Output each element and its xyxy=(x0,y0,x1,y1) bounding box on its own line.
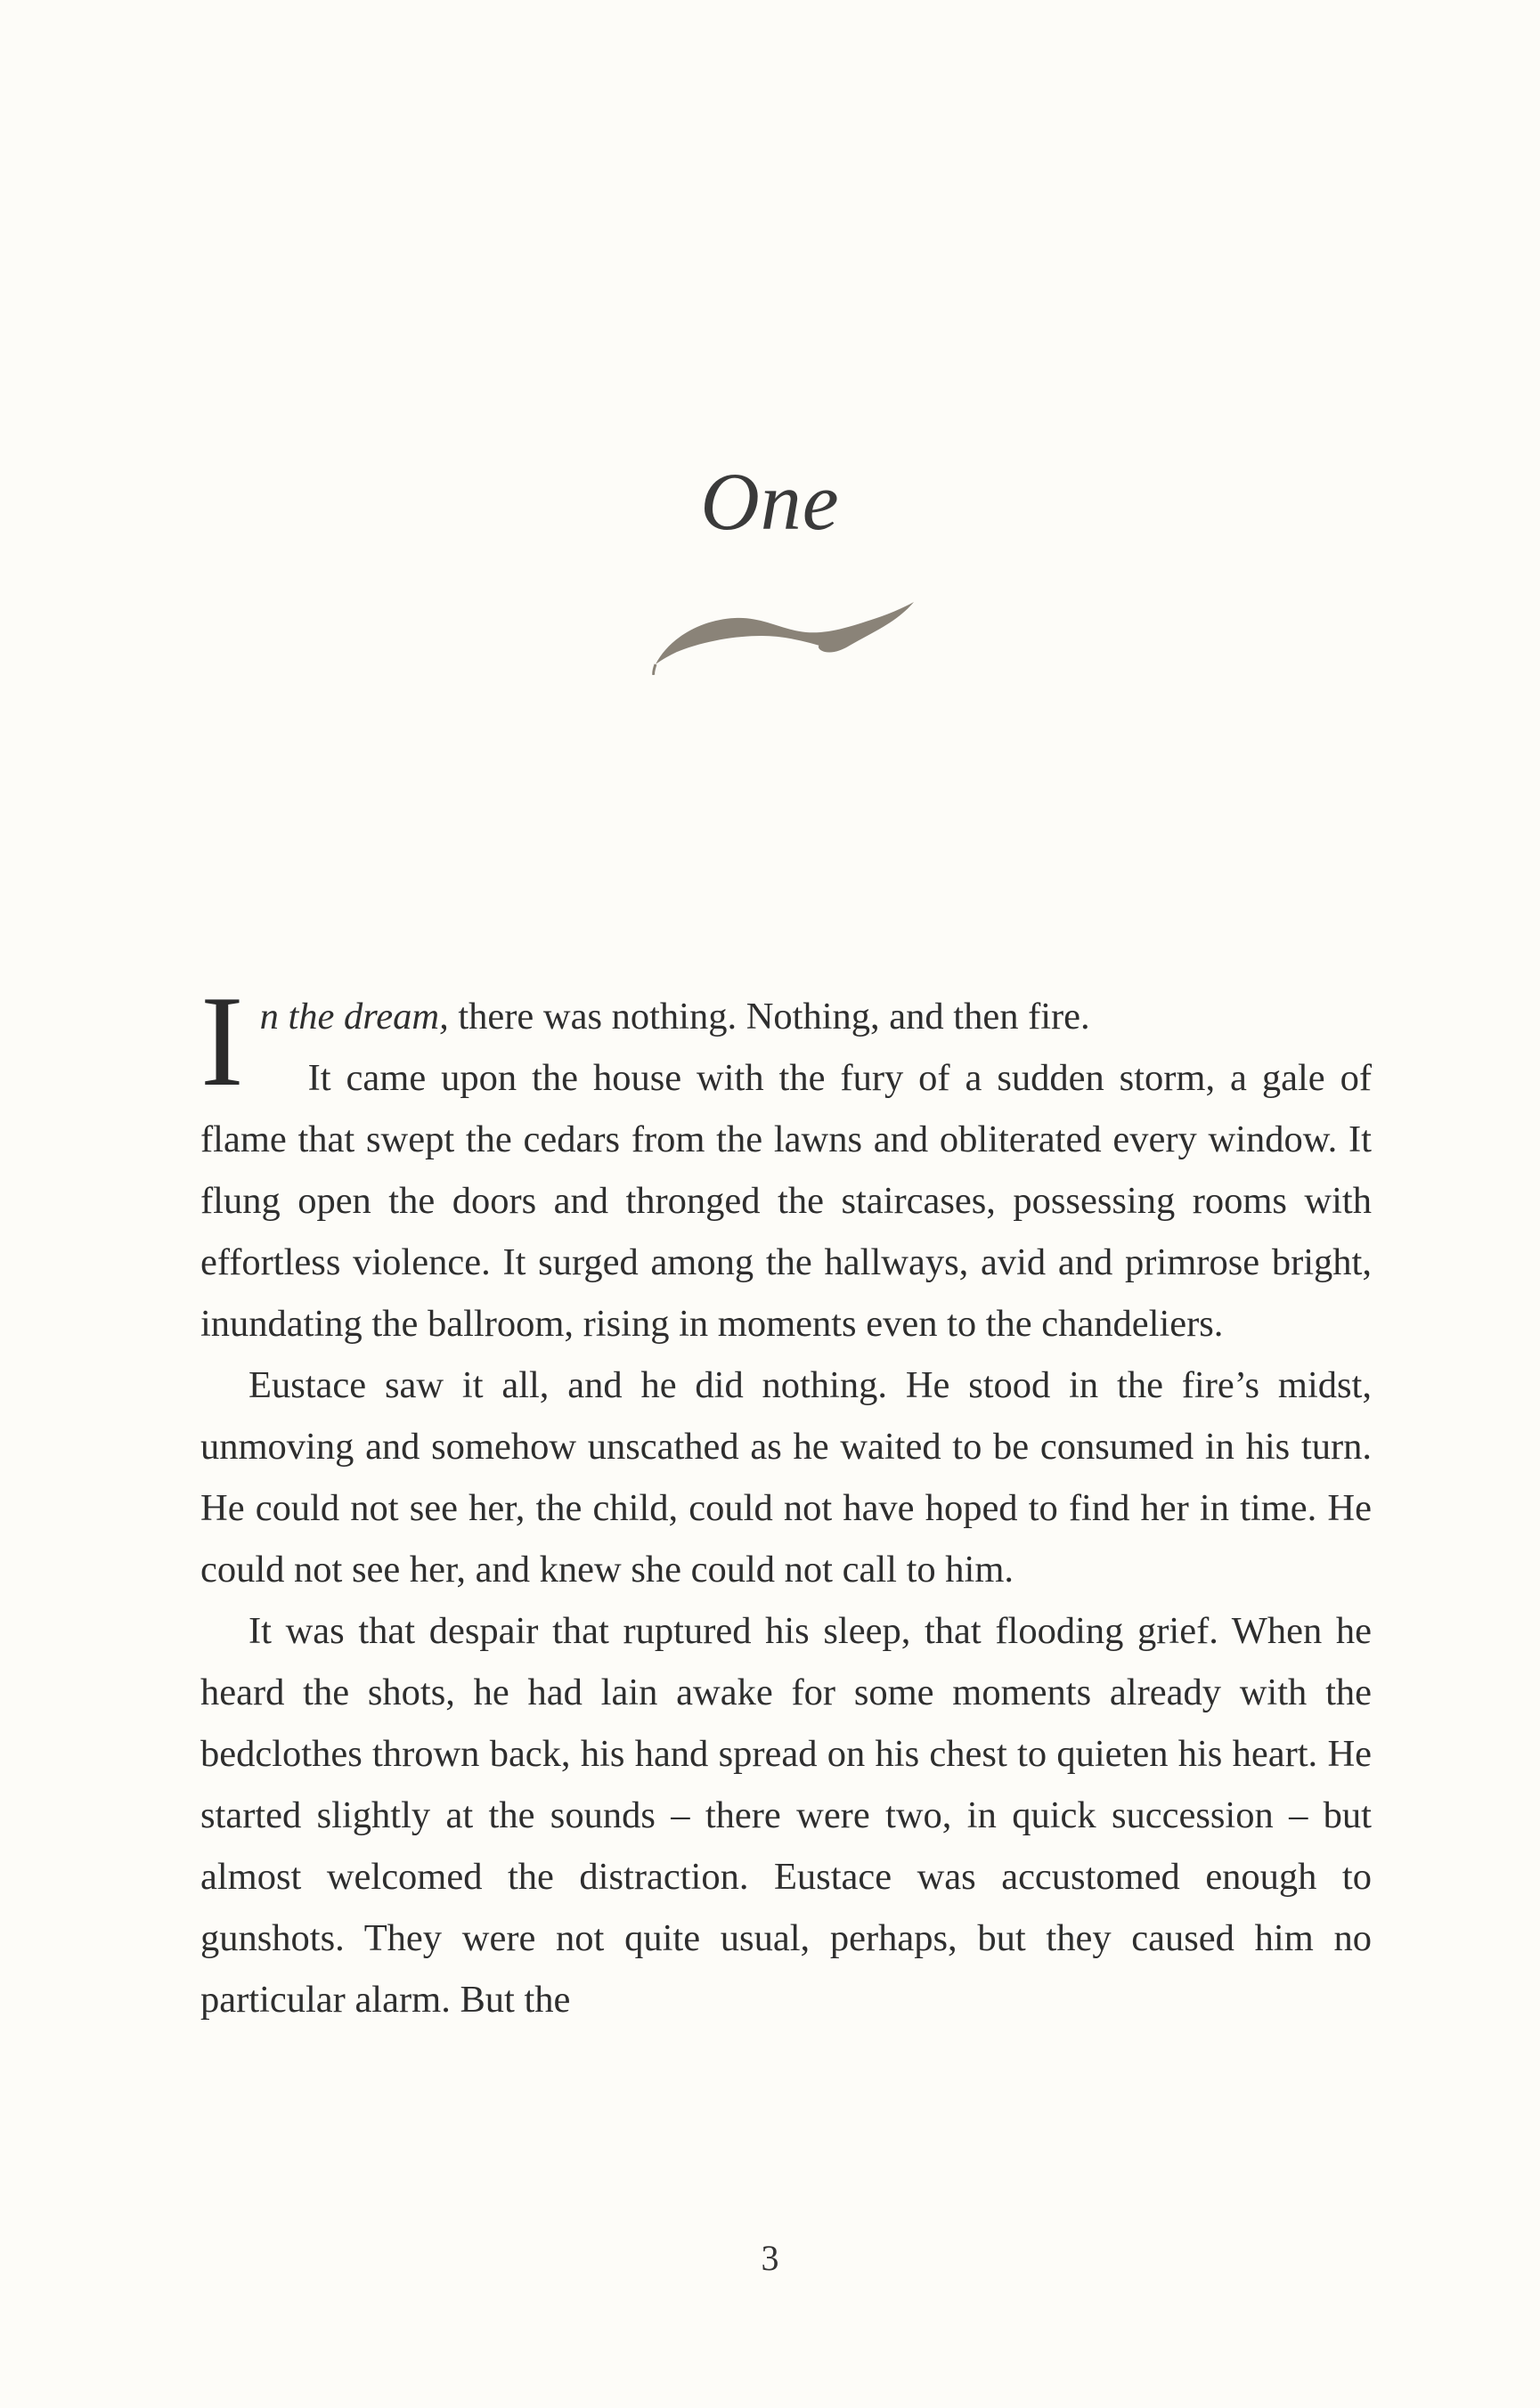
drop-cap: I xyxy=(200,969,244,1113)
wave-ornament-icon xyxy=(650,595,917,675)
opening-text: there was nothing. Nothing, and then fire. xyxy=(448,996,1090,1037)
paragraph: Eustace saw it all, and he did nothing. He stood in the fire’s midst, unmoving and somehow unscathed as he waited to be consumed in his turn. He could not see her, the child, could not have hoped to find her in time. He could not see her, and knew she could not call to him. xyxy=(200,1364,1372,1590)
chapter-title: One xyxy=(700,456,840,547)
lead-in-italic: n the dream, xyxy=(259,996,449,1037)
page-number: 3 xyxy=(761,2238,779,2278)
opening-paragraph xyxy=(200,969,1372,1113)
paragraph: It was that despair that ruptured his sleep, that flooding grief. When he heard the shots, he had lain awake for some moments already with the bedclothes thrown back, his hand spread on his chest to quieten his heart. He started slightly at the sounds – there were two, in quick succession – but almost welcomed the distraction. Eustace was accustomed enough to gunshots. They were not quite usual, perhaps, but they caused him no particular alarm. But the xyxy=(200,1610,1372,2021)
paragraph: It came upon the house with the fury of a sudden storm, a gale of flame that swept the cedars from the lawns and obliterated every window. It flung open the doors and thronged the staircases, possessing rooms with effortless violence. It surged among the hallways, avid and primrose bright, inundating the ballroom, rising in moments even to the chandeliers. xyxy=(200,1057,1372,1345)
chapter-body xyxy=(200,969,1372,2030)
